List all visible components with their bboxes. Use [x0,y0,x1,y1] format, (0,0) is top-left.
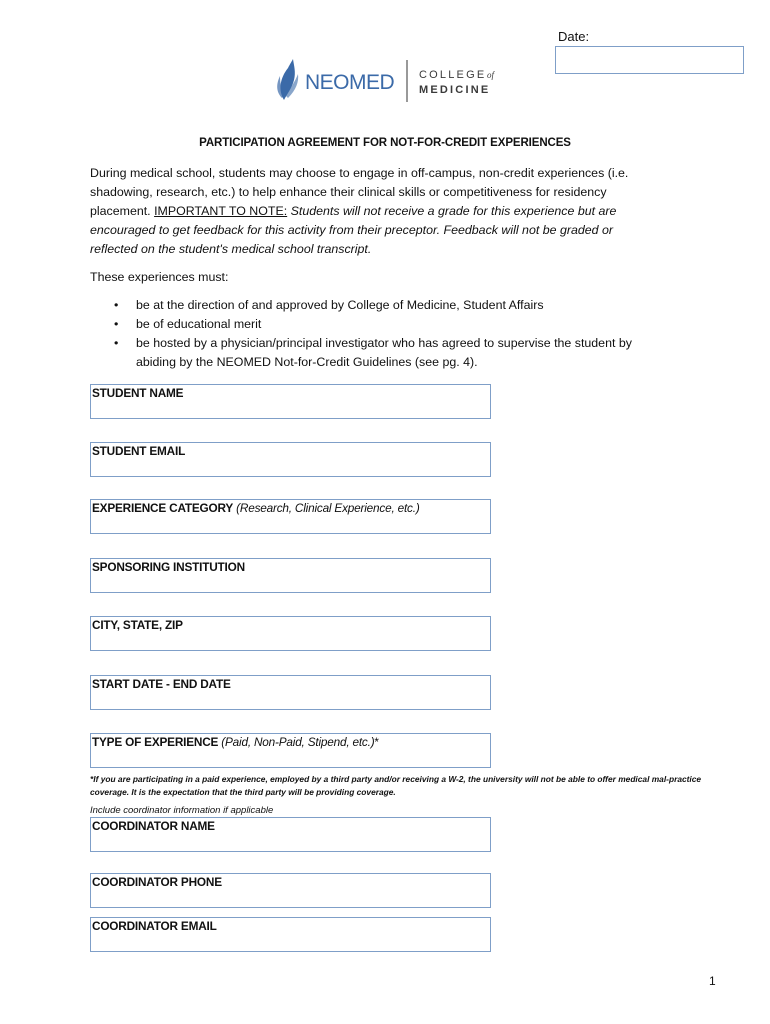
feather-icon [277,59,298,100]
experience-type-note: (Paid, Non-Paid, Stipend, etc.) [218,735,375,749]
bullet-icon: • [114,336,119,350]
coordinator-name-field[interactable] [90,817,491,852]
brand-text: NEOMED [305,71,395,94]
sponsoring-institution-label: SPONSORING INSTITUTION [92,560,245,574]
medicine-text: MEDICINE [419,84,491,96]
coordinator-name-label: COORDINATOR NAME [92,819,215,833]
neomed-logo [272,58,504,104]
malpractice-footnote: *If you are participating in a paid experience, employed by a third party and/or receiving a W-2, the university will not be able to offer medical mal-practice coverage. It is the expectation that the third party will be providing coverage. [90,774,702,797]
coordinator-email-label: COORDINATOR EMAIL [92,919,217,933]
coordinator-phone-field[interactable] [90,873,491,908]
date-label: Date: [558,29,590,44]
requirements-lead: These experiences must: [90,270,229,284]
list-item-text: be at the direction of and approved by College of Medicine, Student Affairs [136,298,544,312]
list-item [90,296,670,315]
college-of-text: of [487,70,495,80]
page-title: PARTICIPATION AGREEMENT FOR NOT-FOR-CREDIT EXPERIENCES [199,137,571,149]
sponsoring-institution-field[interactable] [90,558,491,593]
student-email-field[interactable] [90,442,491,477]
bullet-icon: • [114,317,119,331]
page-number: 1 [709,974,716,988]
experience-type-label [92,735,379,749]
intro-italic-text: Students will not receive a grade for this experience but are encouraged to get feedback for this activity from their preceptor. Feedback will not be graded or reflected on the student's medical school transcript. [90,204,617,256]
city-state-zip-label: CITY, STATE, ZIP [92,618,183,632]
experience-category-field[interactable] [90,499,491,534]
list-item [90,334,670,372]
bullet-icon: • [114,298,119,312]
experience-category-note: (Research, Clinical Experience, etc.) [233,501,420,515]
experience-type-label-text: TYPE OF EXPERIENCE [92,735,219,749]
student-email-label: STUDENT EMAIL [92,444,186,458]
important-note-label: IMPORTANT TO NOTE: [154,204,288,218]
list-item-text: be hosted by a physician/principal investigator who has agreed to supervise the student by abiding by the NEOMED Not-for-Credit Guidelines (see pg. 4). [136,336,632,369]
experience-category-label [92,501,420,515]
start-end-date-label: START DATE - END DATE [92,677,231,691]
coordinator-email-field[interactable] [90,917,491,952]
requirements-list [90,296,670,372]
experience-category-label-text: EXPERIENCE CATEGORY [92,501,234,515]
date-field[interactable] [555,46,744,74]
coordinator-hint: Include coordinator information if applicable [90,805,274,816]
intro-text: During medical school, students may choose to engage in off-campus, non-credit experiences (i.e. shadowing, research, etc.) to help enhance their clinical skills or competitiveness for residency placement. [90,166,629,218]
neomed-logo-graphic [272,58,504,104]
list-item-text: be of educational merit [136,317,262,331]
student-name-field[interactable] [90,384,491,419]
city-state-zip-field[interactable] [90,616,491,651]
intro-paragraph [90,164,650,259]
experience-type-field[interactable] [90,733,491,768]
student-name-label: STUDENT NAME [92,386,184,400]
college-text: COLLEGE [419,69,487,81]
experience-type-asterisk: * [374,735,379,749]
list-item [90,315,670,334]
coordinator-phone-label: COORDINATOR PHONE [92,875,222,889]
start-end-date-field[interactable] [90,675,491,710]
